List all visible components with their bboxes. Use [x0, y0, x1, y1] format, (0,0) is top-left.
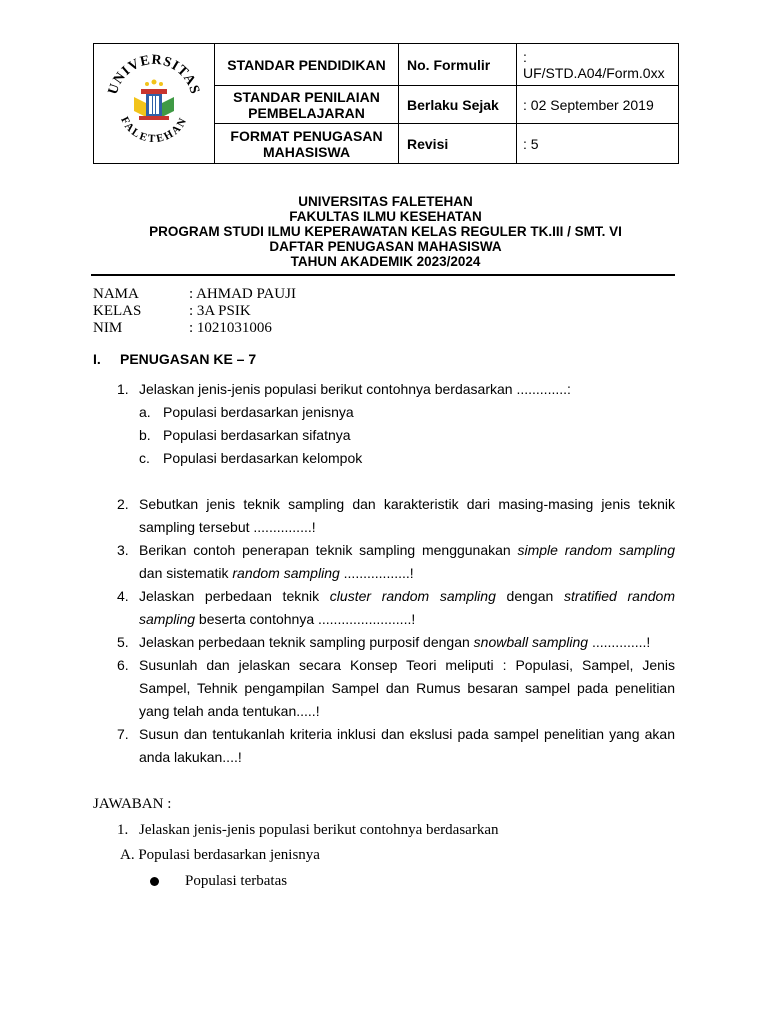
- form-number-value: : UF/STD.A04/Form.0xx: [517, 44, 679, 86]
- task-list: [117, 378, 675, 769]
- nim-label: NIM: [93, 320, 123, 336]
- title-faculty: FAKULTAS ILMU KESEHATAN: [289, 209, 482, 224]
- effective-since-value: : 02 September 2019: [517, 86, 679, 124]
- standard-education-label: STANDAR PENDIDIKAN: [215, 44, 399, 86]
- section-title: PENUGASAN KE – 7: [120, 351, 257, 367]
- list-item: 5. Jelaskan perbedaan teknik sampling purposif dengan snowball sampling ..............!: [117, 631, 675, 654]
- task-text: Susunlah dan jelaskan secara Konsep Teori meliputi : Populasi, Sampel, Jenis Sampel, Tehnik pengampilan Sampel dan Rumus besaran sampel pada penelitian yang telah anda tentukan.....!: [139, 657, 675, 719]
- assessment-standard-label: STANDAR PENILAIAN PEMBELAJARAN: [215, 86, 399, 124]
- revision-label: Revisi: [399, 124, 517, 164]
- list-item: c. Populasi berdasarkan kelompok: [139, 450, 363, 466]
- effective-since-label: Berlaku Sejak: [399, 86, 517, 124]
- answer-question-1: 1. Jelaskan jenis-jenis populasi berikut contohnya berdasarkan: [117, 822, 499, 838]
- title-university: UNIVERSITAS FALETEHAN: [298, 194, 473, 209]
- list-item: 6. Susunlah dan jelaskan secara Konsep Teori meliputi : Populasi, Sampel, Jenis Sampel, Tehnik pengampilan Sampel dan Rumus besaran sampel pada penelitian yang telah anda tentukan.....!: [117, 654, 675, 723]
- task-text: Susun dan tentukanlah kriteria inklusi dan ekslusi pada sampel penelitian yang akan anda lakukan....!: [139, 726, 675, 765]
- task-text: Jelaskan perbedaan teknik sampling purposif dengan snowball sampling ..............!: [139, 634, 651, 650]
- student-identity: [93, 286, 296, 337]
- nim-value: : 1021031006: [189, 320, 272, 336]
- answer-bullet-item: Populasi terbatas: [150, 873, 287, 890]
- bullet-icon: [150, 877, 159, 886]
- task-sublist: [139, 401, 675, 470]
- list-item: 7. Susun dan tentukanlah kriteria inklusi dan ekslusi pada sampel penelitian yang akan anda lakukan....!: [117, 723, 675, 769]
- document-header-table: [93, 43, 679, 164]
- form-number-label: No. Formulir: [399, 44, 517, 86]
- revision-value: : 5: [517, 124, 679, 164]
- list-item: 2. Sebutkan jenis teknik sampling dan karakteristik dari masing-masing jenis teknik sampling tersebut ...............!: [117, 493, 675, 539]
- university-logo-cell: [94, 44, 215, 164]
- section-heading: [93, 351, 256, 367]
- svg-text:UNIVERSITAS: UNIVERSITAS: [105, 52, 203, 97]
- title-program: PROGRAM STUDI ILMU KEPERAWATAN KELAS REGULER TK.III / SMT. VI: [149, 224, 622, 239]
- class-label: KELAS: [93, 303, 142, 319]
- svg-text:FALETEHAN: FALETEHAN: [118, 114, 190, 146]
- answer-heading: JAWABAN :: [93, 796, 172, 812]
- title-divider: [91, 274, 675, 276]
- list-item: 3. Berikan contoh penerapan teknik sampling menggunakan simple random sampling dan sistematik random sampling .................!: [117, 539, 675, 585]
- assignment-format-label: FORMAT PENUGASAN MAHASISWA: [215, 124, 399, 164]
- document-title: [93, 194, 678, 269]
- list-item: 1. Jelaskan jenis-jenis populasi berikut contohnya berdasarkan .............: a. Populasi berdasarkan jenisnya b. Populasi berdasarkan sifatnya c. Populasi berdasarkan kelompok: [117, 378, 675, 470]
- answer-subheading-a: A. Populasi berdasarkan jenisnya: [120, 847, 320, 863]
- list-item: b. Populasi berdasarkan sifatnya: [139, 427, 351, 443]
- task-text: Sebutkan jenis teknik sampling dan karakteristik dari masing-masing jenis teknik sampling tersebut ...............!: [139, 496, 675, 535]
- task-text: Berikan contoh penerapan teknik sampling menggunakan simple random sampling dan sistematik random sampling .................!: [139, 542, 675, 581]
- list-item: 4. Jelaskan perbedaan teknik cluster random sampling dengan stratified random sampling beserta contohnya ........................!: [117, 585, 675, 631]
- title-list: DAFTAR PENUGASAN MAHASISWA: [269, 239, 502, 254]
- name-value: : AHMAD PAUJI: [189, 286, 296, 302]
- list-item: a. Populasi berdasarkan jenisnya: [139, 404, 354, 420]
- title-academic-year: TAHUN AKADEMIK 2023/2024: [290, 254, 481, 269]
- task-text: Jelaskan perbedaan teknik cluster random sampling dengan stratified random sampling beserta contohnya ........................!: [139, 588, 675, 627]
- section-number: I.: [93, 351, 101, 367]
- class-value: : 3A PSIK: [189, 303, 251, 319]
- university-logo: [99, 47, 209, 157]
- name-label: NAMA: [93, 286, 139, 302]
- task-text: Jelaskan jenis-jenis populasi berikut contohnya berdasarkan .............:: [139, 381, 571, 397]
